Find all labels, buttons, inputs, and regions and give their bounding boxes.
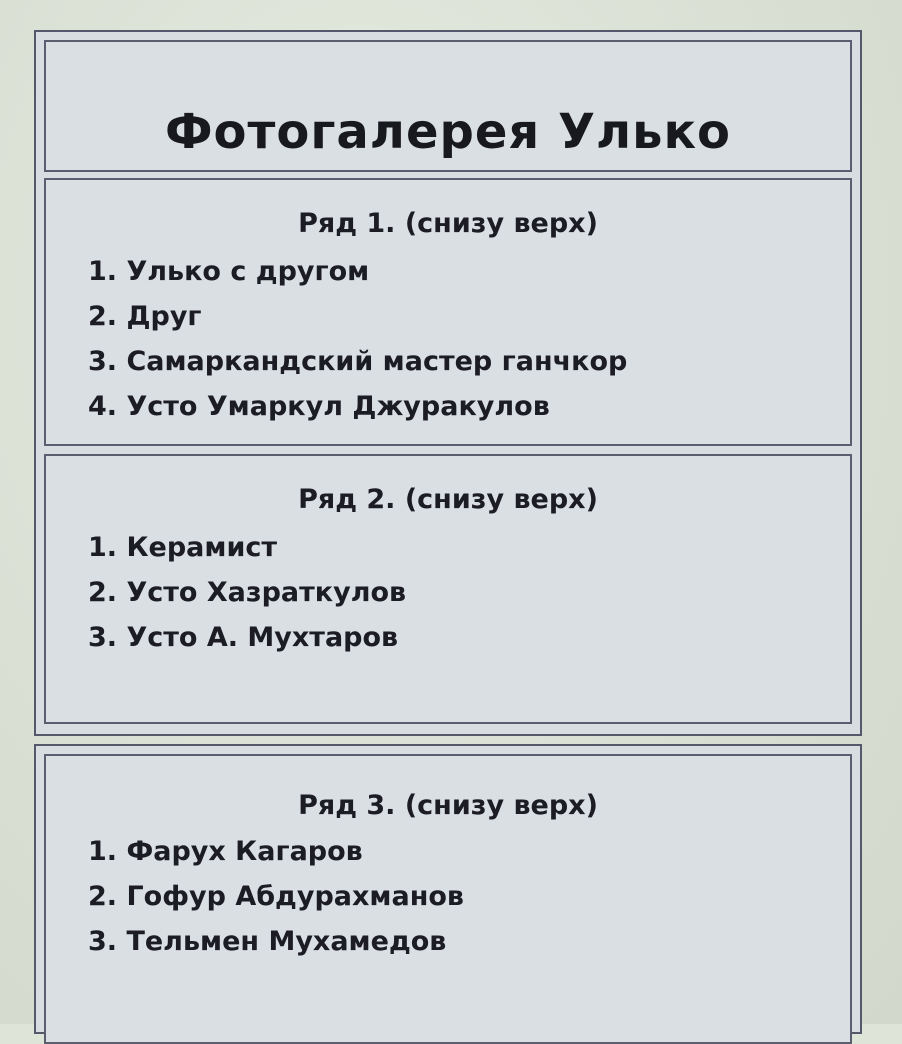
row-3-item-2: 2. Гофур Абдурахманов	[88, 881, 465, 912]
row-1-item-1: 1. Улько с другом	[88, 256, 370, 287]
row-2-panel	[44, 454, 852, 724]
row-2-heading: Ряд 2. (снизу верх)	[298, 484, 598, 515]
row-3-heading: Ряд 3. (снизу верх)	[298, 790, 598, 821]
sign-board-lower	[34, 744, 862, 1034]
row-3-item-3: 3. Тельмен Мухамедов	[88, 926, 447, 957]
row-3-item-1: 1. Фарух Кагаров	[88, 836, 363, 867]
row-1-panel	[44, 178, 852, 446]
row-1-item-4: 4. Усто Умаркул Джуракулов	[88, 391, 550, 422]
gallery-title: Фотогалерея Улько	[164, 104, 732, 160]
row-1-item-2: 2. Друг	[88, 301, 202, 332]
row-2-item-2: 2. Усто Хазраткулов	[88, 577, 407, 608]
row-3-panel	[44, 754, 852, 1044]
title-panel	[44, 40, 852, 172]
row-2-item-1: 1. Керамист	[88, 532, 278, 563]
row-2-item-3: 3. Усто А. Мухтаров	[88, 622, 399, 653]
row-1-item-3: 3. Самаркандский мастер ганчкор	[88, 346, 628, 377]
sign-board-upper	[34, 30, 862, 736]
row-1-heading: Ряд 1. (снизу верх)	[298, 208, 598, 239]
